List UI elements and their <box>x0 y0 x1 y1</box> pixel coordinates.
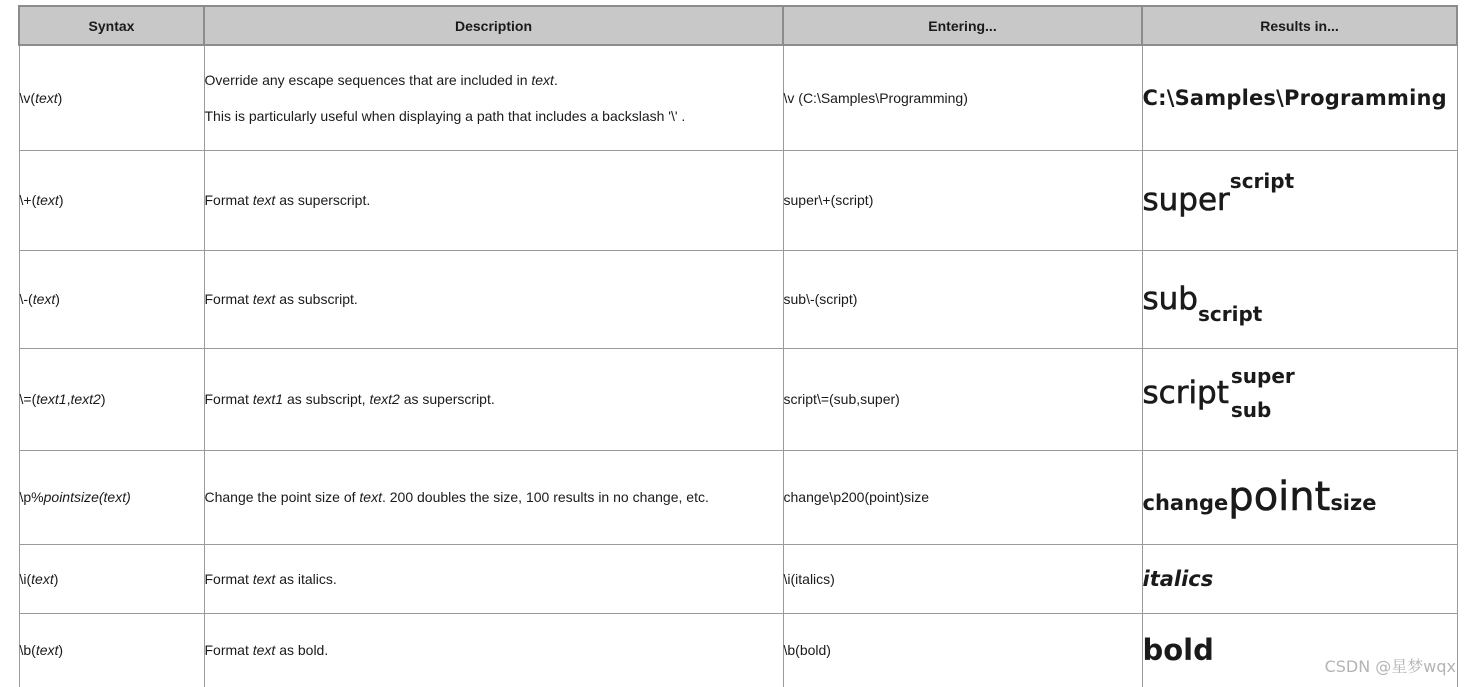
result-italic: italics <box>1142 566 1214 591</box>
escape-sequence-table <box>18 5 1458 687</box>
description-text: as italics. <box>275 570 337 587</box>
syntax-text: \+( <box>19 192 37 208</box>
result-part-c: size <box>1330 491 1377 515</box>
table-row <box>19 544 1457 613</box>
result-path: C:\Samples\Programming <box>1142 85 1447 110</box>
description-text: as bold. <box>275 642 329 658</box>
description-param: text <box>252 192 276 208</box>
description-cell <box>204 250 783 348</box>
description-param: text <box>359 489 382 505</box>
table-header-row <box>19 6 1457 45</box>
syntax-cell <box>19 613 204 687</box>
description-param: text <box>531 71 554 88</box>
description-text: . <box>553 71 558 88</box>
description-text: Format <box>204 192 253 208</box>
result-subscript: sub <box>1230 398 1272 422</box>
description-cell <box>204 150 783 250</box>
syntax-text: \=( <box>19 391 37 407</box>
syntax-text: , <box>66 391 71 407</box>
result-cell <box>1142 250 1457 348</box>
syntax-text: \v( <box>19 89 36 106</box>
syntax-param: text <box>32 291 56 307</box>
description-cell <box>204 613 783 687</box>
result-cell <box>1142 544 1457 613</box>
description-text: Override any escape sequences that are included in <box>204 71 532 88</box>
syntax-text: \i( <box>19 570 32 587</box>
syntax-param: text <box>35 642 59 658</box>
result-part-a: change <box>1142 491 1229 515</box>
description-cell <box>204 544 783 613</box>
syntax-cell <box>19 150 204 250</box>
entering-cell: super\+(script) <box>783 150 1142 250</box>
syntax-text: ) <box>53 570 59 587</box>
syntax-param: text <box>36 192 59 208</box>
syntax-cell <box>19 45 204 150</box>
description-text: Change the point size of <box>204 489 360 505</box>
description-text: Format <box>204 642 253 658</box>
watermark: CSDN @星梦wqx <box>1324 657 1456 676</box>
result-bold: bold <box>1142 633 1214 667</box>
description-param: text1 <box>252 391 284 407</box>
entering-cell: script\=(sub,super) <box>783 348 1142 450</box>
header-entering: Entering... <box>783 6 1142 45</box>
syntax-cell <box>19 450 204 544</box>
header-description: Description <box>204 6 783 45</box>
description-text: as subscript, <box>283 391 370 407</box>
description-line <box>205 68 783 92</box>
description-cell <box>204 348 783 450</box>
description-line: This is particularly useful when displaying a path that includes a backslash '\' . <box>204 107 686 124</box>
result-base: super <box>1142 182 1230 218</box>
result-superscript: script <box>1229 169 1295 193</box>
syntax-text: \b( <box>19 642 36 658</box>
result-part-b: point <box>1228 474 1331 520</box>
result-cell <box>1142 348 1457 450</box>
table-row <box>19 45 1457 150</box>
table-row <box>19 348 1457 450</box>
entering-cell: \b(bold) <box>783 613 1142 687</box>
result-cell <box>1142 450 1457 544</box>
syntax-param: text <box>35 89 58 106</box>
description-text: . 200 doubles the size, 100 results in no change, etc. <box>381 489 709 505</box>
syntax-cell <box>19 348 204 450</box>
syntax-param: text <box>31 570 54 587</box>
syntax-text: ) <box>100 391 106 407</box>
entering-cell: \v (C:\Samples\Programming) <box>783 45 1142 150</box>
table-row <box>19 613 1457 687</box>
result-base: sub <box>1142 281 1198 317</box>
syntax-text: \p% <box>19 489 44 505</box>
syntax-text: ) <box>57 89 63 106</box>
description-param: text <box>252 642 276 658</box>
syntax-param: text1 <box>36 391 67 407</box>
description-text: Format <box>204 570 253 587</box>
description-text: Format <box>204 391 253 407</box>
result-subscript: script <box>1197 302 1263 326</box>
syntax-param: pointsize(text) <box>43 489 131 505</box>
syntax-cell <box>19 250 204 348</box>
description-text: as superscript. <box>275 192 371 208</box>
description-param: text <box>252 570 276 587</box>
description-cell <box>204 450 783 544</box>
syntax-text: ) <box>55 291 60 307</box>
entering-cell: \i(italics) <box>783 544 1142 613</box>
syntax-param: text2 <box>70 391 101 407</box>
result-base: script <box>1142 375 1229 411</box>
description-text: Format <box>204 291 253 307</box>
result-cell <box>1142 150 1457 250</box>
description-param: text2 <box>369 391 400 407</box>
table-row <box>19 450 1457 544</box>
syntax-text: ) <box>58 192 64 208</box>
description-param: text <box>252 291 276 307</box>
entering-cell: change\p200(point)size <box>783 450 1142 544</box>
description-cell <box>204 45 783 150</box>
table-row <box>19 150 1457 250</box>
syntax-text: ) <box>58 642 64 658</box>
description-text: as superscript. <box>399 391 495 407</box>
description-text: as subscript. <box>275 291 358 307</box>
result-cell <box>1142 45 1457 150</box>
header-results: Results in... <box>1142 6 1457 45</box>
syntax-cell <box>19 544 204 613</box>
header-syntax: Syntax <box>19 6 204 45</box>
result-stack <box>1231 359 1295 427</box>
result-superscript: super <box>1230 364 1295 388</box>
table-row <box>19 250 1457 348</box>
entering-cell: sub\-(script) <box>783 250 1142 348</box>
syntax-text: \-( <box>19 291 33 307</box>
